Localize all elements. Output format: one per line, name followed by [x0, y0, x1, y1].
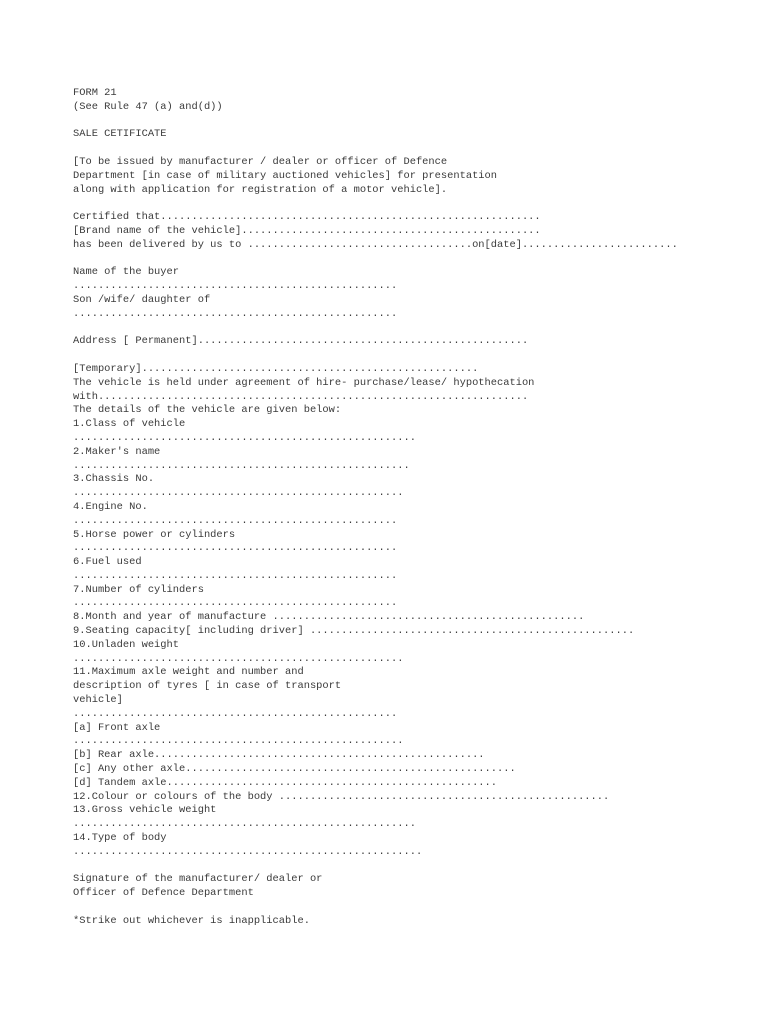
document-line: [c] Any other axle..................................................... — [73, 763, 516, 776]
document-line: 8.Month and year of manufacture .................................................. — [73, 611, 585, 624]
document-line: Department [in case of military auctioned vehicles] for presentation — [73, 169, 498, 182]
document-line: Certified that............................................................. — [73, 211, 541, 224]
document-line: 5.Horse power or cylinders — [73, 528, 236, 541]
form-21-document — [73, 87, 753, 929]
document-line: 10.Unladen weight — [73, 638, 180, 651]
document-line: 9.Seating capacity[ including driver] .................................................... — [73, 625, 635, 638]
document-line: Signature of the manufacturer/ dealer or — [73, 873, 323, 886]
document-line: .................................................... — [73, 514, 398, 527]
document-line — [73, 142, 753, 156]
document-line: 6.Fuel used — [73, 556, 142, 569]
document-line: ........................................................ — [73, 845, 423, 858]
document-line: The details of the vehicle are given below: — [73, 404, 342, 417]
document-line: ..................................................... — [73, 487, 404, 500]
document-line — [73, 901, 753, 915]
document-line: [a] Front axle — [73, 721, 161, 734]
document-line — [73, 253, 753, 267]
document-line: 7.Number of cylinders — [73, 583, 204, 596]
document-line: 1.Class of vehicle — [73, 418, 186, 431]
document-line: description of tyres [ in case of transport — [73, 680, 342, 693]
document-line — [73, 115, 753, 129]
document-line: [Brand name of the vehicle]................................................ — [73, 224, 541, 237]
document-line: Son /wife/ daughter of — [73, 293, 211, 306]
document-line: 2.Maker's name — [73, 445, 161, 458]
document-line: *Strike out whichever is inapplicable. — [73, 914, 310, 927]
document-line: 3.Chassis No. — [73, 473, 155, 486]
document-line: FORM 21 — [73, 87, 117, 99]
document-line: [To be issued by manufacturer / dealer or officer of Defence — [73, 155, 448, 168]
document-line — [73, 197, 753, 211]
document-line — [73, 349, 753, 363]
document-line: SALE CETIFICATE — [73, 128, 167, 141]
document-line: ..................................................... — [73, 652, 404, 665]
document-line — [73, 322, 753, 336]
document-line: .................................................... — [73, 307, 398, 320]
document-line: 11.Maximum axle weight and number and — [73, 666, 304, 679]
document-line: [Temporary]...................................................... — [73, 362, 479, 375]
document-line: The vehicle is held under agreement of hire- purchase/lease/ hypothecation — [73, 376, 535, 389]
document-line: ...................................................... — [73, 459, 410, 472]
document-line: Name of the buyer — [73, 266, 180, 279]
document-line: ....................................................... — [73, 431, 416, 444]
document-line — [73, 860, 753, 874]
document-line: has been delivered by us to ....................................on[date]......................... — [73, 238, 678, 251]
document-line: (See Rule 47 (a) and(d)) — [73, 100, 223, 113]
document-line: .................................................... — [73, 280, 398, 293]
document-line: .................................................... — [73, 707, 398, 720]
document-line: vehicle] — [73, 694, 123, 707]
document-line: 4.Engine No. — [73, 500, 148, 513]
document-line: ..................................................... — [73, 735, 404, 748]
document-line: with..................................................................... — [73, 390, 529, 403]
document-line: .................................................... — [73, 597, 398, 610]
document-line: ....................................................... — [73, 818, 416, 831]
document-line: [d] Tandem axle..................................................... — [73, 776, 498, 789]
document-line: Address [ Permanent]..................................................... — [73, 335, 529, 348]
document-line: 14.Type of body — [73, 832, 167, 845]
document-line: .................................................... — [73, 542, 398, 555]
document-line: 12.Colour or colours of the body ..................................................... — [73, 790, 610, 803]
document-line: [b] Rear axle..................................................... — [73, 749, 485, 762]
document-line: Officer of Defence Department — [73, 887, 254, 900]
document-line: along with application for registration of a motor vehicle]. — [73, 183, 448, 196]
document-line: .................................................... — [73, 569, 398, 582]
document-line: 13.Gross vehicle weight — [73, 804, 217, 817]
